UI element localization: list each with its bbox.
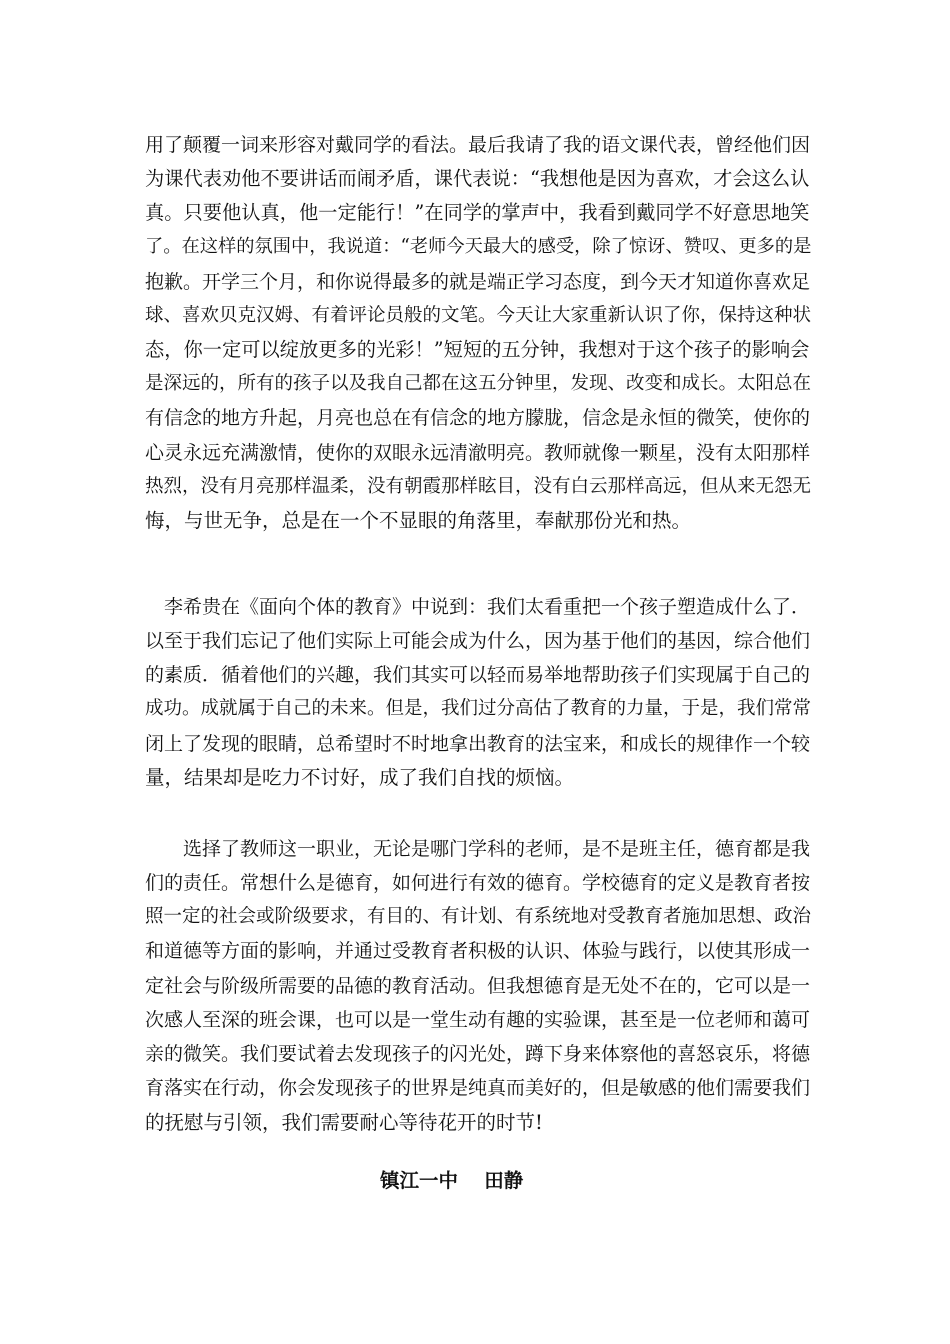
text-line: 的素质．循着他们的兴趣，我们其实可以轻而易举地帮助孩子们实现属于自己的 — [145, 664, 811, 686]
text-line: 为课代表劝他不要讲话而闹矛盾，课代表说：“我想他是因为喜欢，才会这么认 — [145, 167, 810, 190]
text-line: 照一定的社会或阶级要求，有目的、有计划、有系统地对受教育者施加思想、政治 — [145, 906, 812, 927]
text-line: 态，你一定可以绽放更多的光彩！”短短的五分钟，我想对于这个孩子的影响会 — [145, 338, 810, 361]
text-line: 悔，与世无争，总是在一个不显眼的角落里，奉献那份光和热。 — [145, 509, 692, 532]
text-line: 量，结果却是吃力不讨好，成了我们自找的烦恼。 — [145, 766, 575, 789]
text-line: 们的责任。常想什么是德育，如何进行有效的德育。学校德育的定义是教育者按 — [145, 872, 811, 894]
text-line: 亲的微笑。我们要试着去发现孩子的闪光处，蹲下身来体察他的喜怒哀乐，将德 — [145, 1043, 811, 1065]
text-line: 抱歉。开学三个月，和你说得最多的就是端正学习态度，到今天才知道你喜欢足 — [145, 271, 811, 293]
text-line: 以至于我们忘记了他们实际上可能会成为什么，因为基于他们的基因，综合他们 — [145, 630, 811, 652]
text-line: 定社会与阶级所需要的品德的教育活动。但我想德育是无处不在的，它可以是一 — [145, 975, 811, 997]
text-line: 育落实在行动，你会发现孩子的世界是纯真而美好的，但是敏感的他们需要我们 — [145, 1077, 811, 1099]
text-line: 和道德等方面的影响，并通过受教育者积极的认识、体验与践行，以使其形成一 — [145, 940, 811, 962]
text-line: 的抚慰与引领，我们需要耐心等待花开的时节! — [145, 1111, 543, 1134]
text-line: 热烈，没有月亮那样温柔，没有朝霞那样眩目，没有白云那样高远，但从来无怨无 — [145, 476, 812, 497]
author-signature: 镇江一中 田静 — [380, 1169, 524, 1192]
text-line: 球、喜欢贝克汉姆、有着评论员般的文笔。今天让大家重新认识了你，保持这种状 — [145, 305, 812, 326]
text-line: 李希贵在《面向个体的教育》中说到：我们太看重把一个孩子塑造成什么了． — [145, 596, 811, 618]
text-line: 了。在这样的氛围中，我说道：“老师今天最大的感受，除了惊讶、赞叹、更多的是 — [145, 236, 812, 257]
text-line: 用了颠覆一词来形容对戴同学的看法。最后我请了我的语文课代表，曾经他们因 — [145, 134, 811, 156]
text-line: 真。只要他认真，他一定能行！”在同学的掌声中，我看到戴同学不好意思地笑 — [145, 201, 810, 224]
text-line: 有信念的地方升起，月亮也总在有信念的地方朦胧，信念是永恒的微笑，使你的 — [145, 407, 811, 429]
text-line: 选择了教师这一职业，无论是哪门学科的老师，是不是班主任，德育都是我 — [145, 838, 811, 860]
text-line: 成功。成就属于自己的未来。但是，我们过分高估了教育的力量，于是，我们常常 — [145, 698, 812, 719]
text-line: 心灵永远充满激情，使你的双眼永远清澈明亮。教师就像一颗星，没有太阳那样 — [145, 442, 811, 464]
text-line: 是深远的，所有的孩子以及我自己都在这五分钟里，发现、改变和成长。太阳总在 — [145, 373, 812, 394]
text-line: 闭上了发现的眼睛，总希望时不时地拿出教育的法宝来，和成长的规律作一个较 — [145, 733, 811, 755]
text-line: 次感人至深的班会课，也可以是一堂生动有趣的实验课，甚至是一位老师和蔼可 — [145, 1009, 811, 1031]
